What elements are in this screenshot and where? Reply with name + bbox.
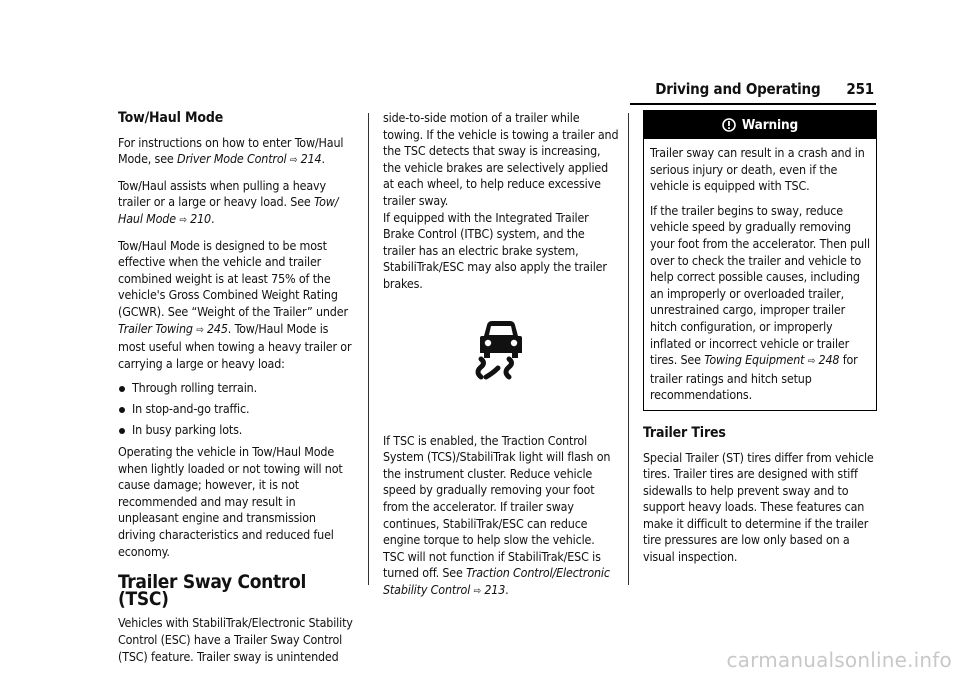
xref-page[interactable]: 213 <box>484 581 506 597</box>
xref-link[interactable]: Tow/ Haul Mode <box>118 194 339 226</box>
column-2 <box>383 110 619 608</box>
cross-reference-arrow-icon: ⇨ <box>179 214 187 226</box>
column-divider-2 <box>628 113 629 585</box>
xref-link[interactable]: Driver Mode Control <box>177 151 287 167</box>
paragraph: Vehicles with StabiliTrak/Electronic Stability Control (ESC) have a Trailer Sway Control (TSC) feature. Trailer sway is unintended <box>118 615 353 664</box>
paragraph: Tow/Haul Mode is designed to be most effective when the vehicle and trailer combined weight is at least 75% of the vehicle's Gross Combined Weight Rating (GCWR). See “Weight of the Trailer” under Trailer Towing ⇨ 245. Tow/Haul Mode is most useful when towing a heavy trailer or carrying a large or heavy load: <box>118 237 352 371</box>
list-item: Through rolling terrain. <box>118 380 354 397</box>
cross-reference-arrow-icon: ⇨ <box>289 155 298 167</box>
column-1 <box>118 110 354 673</box>
cross-reference-arrow-icon: ⇨ <box>807 356 816 368</box>
warning-title: Warning <box>741 117 799 133</box>
traction-control-icon <box>471 319 531 381</box>
page-number: 251 <box>846 80 874 98</box>
tsc-heading: Trailer Sway Control (TSC) <box>118 571 307 610</box>
xref-page[interactable]: 245 <box>206 320 228 336</box>
bullet-list <box>118 380 354 438</box>
paragraph: side-to-side motion of a trailer while towing. If the vehicle is towing a trailer and the TSC detects that sway is increasing, the vehicle brakes are selectively applied at each wheel, to help reduce excessive trailer sway. <box>383 110 619 208</box>
column-divider-1 <box>368 113 369 585</box>
trailer-tires-heading: Trailer Tires <box>643 424 726 441</box>
xref-link[interactable]: Towing Equipment <box>704 352 805 368</box>
xref-page[interactable]: 214 <box>300 151 322 167</box>
warning-body <box>644 139 876 410</box>
paragraph: Trailer sway can result in a crash and in serious injury or death, even if the vehicle is equipped with TSC. <box>650 145 865 194</box>
list-item: In busy parking lots. <box>118 422 354 439</box>
paragraph: Tow/Haul assists when pulling a heavy trailer or a large or heavy load. See Tow/ Haul Mode ⇨ 210. <box>118 177 339 226</box>
warning-icon <box>722 118 736 132</box>
tow-haul-heading: Tow/Haul Mode <box>118 110 224 126</box>
traction-control-icon-container <box>383 319 619 409</box>
xref-link[interactable]: Traction Control/Electronic Stability Control <box>383 565 610 597</box>
watermark: carmanualsonline.info <box>726 648 952 672</box>
paragraph: Special Trailer (ST) tires differ from vehicle tires. Trailer tires are designed with stiff sidewalls to help prevent sway and to support heavy loads. These features can make it difficult to determine if the trailer tire pressures are low only based on a visual inspection. <box>643 449 874 565</box>
bullet-icon <box>119 407 125 413</box>
paragraph: If equipped with the Integrated Trailer Brake Control (ITBC) system, and the trailer has an electric brake system, StabiliTrak/ESC may also apply the trailer brakes. <box>383 209 607 291</box>
bullet-icon <box>119 428 125 434</box>
xref-link[interactable]: Trailer Towing <box>118 320 193 336</box>
warning-header <box>644 111 876 139</box>
bullet-icon <box>119 386 125 392</box>
header-rule <box>630 103 876 105</box>
list-item: In stop-and-go traffic. <box>118 401 354 418</box>
paragraph: If the trailer begins to sway, reduce vehicle speed by gradually removing your foot from the accelerator. Then pull over to check the trailer and vehicle to help correct possible causes, including an improperly or overloaded trailer, unrestrained cargo, improper trailer hitch configuration, or improperly inflated or incorrect vehicle or trailer tires. See Towing Equipment ⇨ 248 for trailer ratings and hitch setup recommendations. <box>650 202 870 403</box>
column-3 <box>643 110 877 574</box>
xref-page[interactable]: 210 <box>190 210 211 226</box>
paragraph: For instructions on how to enter Tow/Haul Mode, see Driver Mode Control ⇨ 214. <box>118 134 344 167</box>
page-header <box>655 80 874 98</box>
paragraph: If TSC is enabled, the Traction Control System (TCS)/StabiliTrak light will flash on the instrument cluster. Reduce vehicle speed by gradually removing your foot from the accelerator. If trailer sway continues, StabiliTrak/ESC can reduce engine torque to help slow the vehicle. TSC will not function if StabiliTrak/ESC is turned off. See Traction Control/Electronic Stability Control ⇨ 213. <box>383 432 611 597</box>
cross-reference-arrow-icon: ⇨ <box>473 585 481 597</box>
xref-page[interactable]: 248 <box>818 352 840 368</box>
warning-box <box>643 110 877 411</box>
section-title: Driving and Operating <box>655 80 821 98</box>
paragraph: Operating the vehicle in Tow/Haul Mode when lightly loaded or not towing will not cause damage; however, it is not recommended and may result in unpleasant engine and transmission driving characteristics and reduced fuel economy. <box>118 444 343 559</box>
cross-reference-arrow-icon: ⇨ <box>196 324 204 336</box>
